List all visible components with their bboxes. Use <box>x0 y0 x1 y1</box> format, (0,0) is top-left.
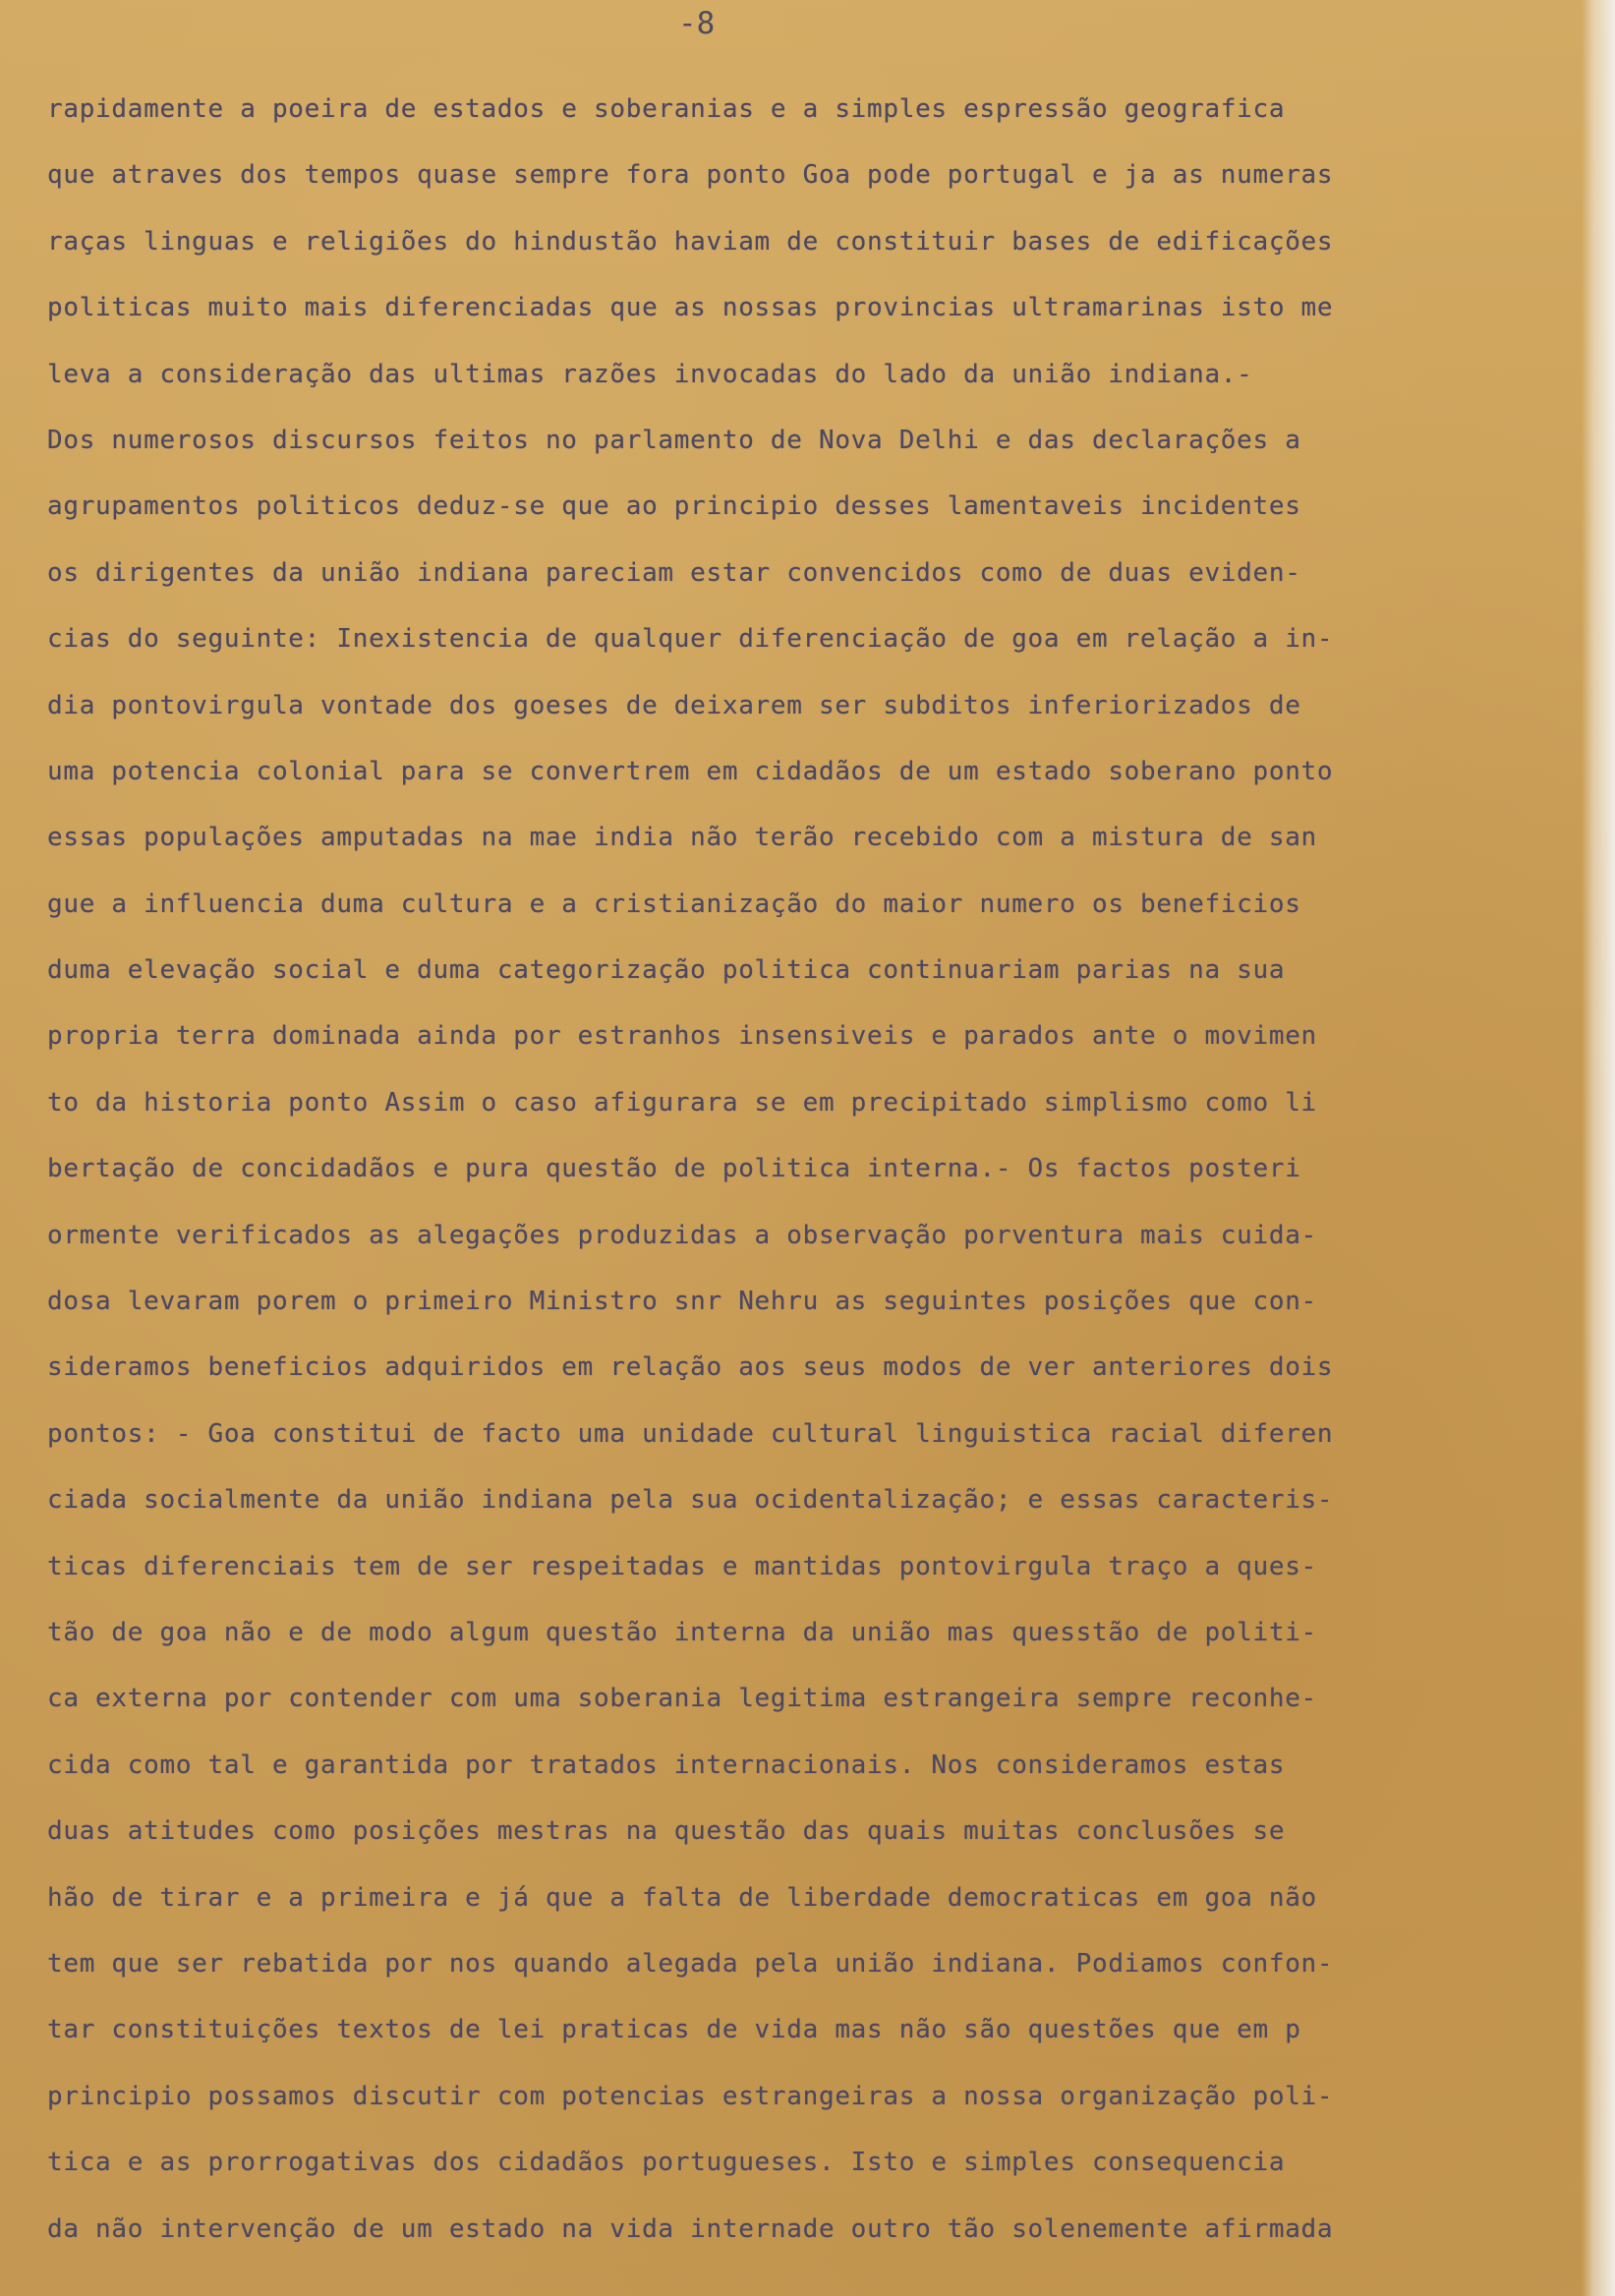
text-line-4: politicas muito mais diferenciadas que as nossas provincias ultramarinas isto me <box>47 293 1334 323</box>
text-line-12: essas populações amputadas na mae india não terão recebido com a mistura de san <box>47 823 1317 853</box>
text-line-21: pontos: - Goa constitui de facto uma unidade cultural linguistica racial diferen <box>47 1418 1334 1449</box>
text-line-27: duas atitudes como posições mestras na questão das quais muitas conclusões se <box>47 1816 1286 1847</box>
text-line-6: Dos numerosos discursos feitos no parlamento de Nova Delhi e das declarações a <box>47 425 1301 455</box>
text-line-32: tica e as prorrogativas dos cidadãos portugueses. Isto e simples consequencia <box>47 2148 1286 2178</box>
text-line-24: tão de goa não e de modo algum questão interna da união mas quesstão de politi- <box>47 1617 1317 1647</box>
text-line-26: cida como tal e garantida por tratados internacionais. Nos consideramos estas <box>47 1750 1286 1780</box>
text-line-22: ciada socialmente da união indiana pela sua ocidentalização; e essas caracteris- <box>47 1485 1334 1516</box>
text-line-7: agrupamentos politicos deduz-se que ao principio desses lamentaveis incidentes <box>47 491 1301 522</box>
text-line-9: cias do seguinte: Inexistencia de qualquer diferenciação de goa em relação a in- <box>47 624 1334 655</box>
text-line-31: principio possamos discutir com potencias estrangeiras a nossa organização poli- <box>47 2081 1334 2111</box>
text-line-25: ca externa por contender com uma soberania legitima estrangeira sempre reconhe- <box>47 1684 1317 1714</box>
text-line-14: duma elevação social e duma categorização politica continuariam parias na sua <box>47 955 1286 986</box>
typed-body-text <box>47 77 1590 2263</box>
text-line-3: raças linguas e religiões do hindustão haviam de constituir bases de edificações <box>47 226 1334 257</box>
text-line-23: ticas diferenciais tem de ser respeitadas e mantidas pontovirgula traço a ques- <box>47 1551 1317 1581</box>
text-line-15: propria terra dominada ainda por estranhos insensiveis e parados ante o movimen <box>47 1021 1317 1052</box>
text-line-17: bertação de concidadãos e pura questão de politica interna.- Os factos posteri <box>47 1154 1301 1184</box>
text-line-2: que atraves dos tempos quase sempre fora ponto Goa pode portugal e ja as numeras <box>47 160 1334 191</box>
text-line-8: os dirigentes da união indiana pareciam estar convencidos como de duas eviden- <box>47 557 1301 588</box>
text-line-28: hão de tirar e a primeira e já que a falta de liberdade democraticas em goa não <box>47 1882 1317 1913</box>
text-line-11: uma potencia colonial para se convertrem em cidadãos de um estado soberano ponto <box>47 756 1334 786</box>
text-line-20: sideramos beneficios adquiridos em relação aos seus modos de ver anteriores dois <box>47 1352 1334 1383</box>
text-line-5: leva a consideração das ultimas razões invocadas do lado da união indiana.- <box>47 359 1253 389</box>
text-line-16: to da historia ponto Assim o caso afigurara se em precipitado simplismo como li <box>47 1087 1317 1118</box>
text-line-29: tem que ser rebatida por nos quando alegada pela união indiana. Podiamos confon- <box>47 1948 1334 1979</box>
text-line-18: ormente verificados as alegações produzidas a observação porventura mais cuida- <box>47 1220 1317 1250</box>
text-line-30: tar constituições textos de lei praticas de vida mas não são questões que em p <box>47 2015 1301 2045</box>
text-line-19: dosa levaram porem o primeiro Ministro snr Nehru as seguintes posições que con- <box>47 1287 1317 1317</box>
text-line-13: gue a influencia duma cultura e a cristianização do maior numero os beneficios <box>47 889 1301 919</box>
page-number: -8 <box>678 6 716 41</box>
text-line-1: rapidamente a poeira de estados e soberanias e a simples espressão geografica <box>47 94 1286 124</box>
text-line-10: dia pontovirgula vontade dos goeses de deixarem ser subditos inferiorizados de <box>47 690 1301 720</box>
text-line-33: da não intervenção de um estado na vida internade outro tão solenemente afirmada <box>47 2213 1334 2244</box>
